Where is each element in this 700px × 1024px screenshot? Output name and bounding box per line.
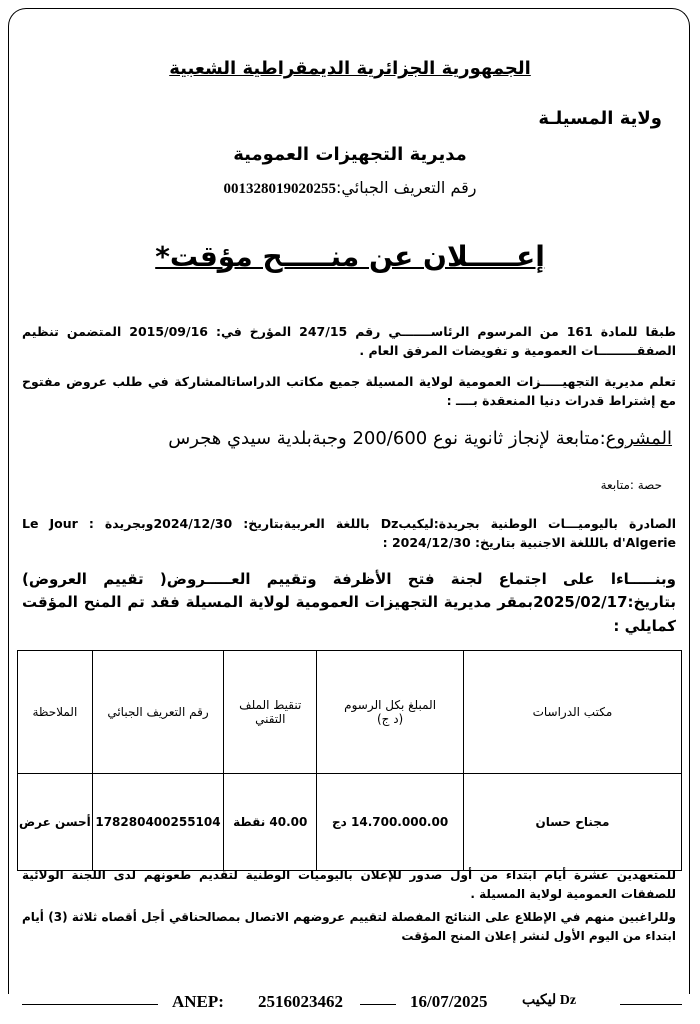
cell-office: مجناح حسان — [463, 774, 681, 871]
header-office: مكتب الدراسات — [463, 651, 681, 774]
footer-date: 16/07/2025 — [410, 992, 488, 1011]
footer-anep-label: ANEP: — [172, 992, 224, 1011]
cell-note: أحسن عرض — [18, 774, 93, 871]
results-table — [17, 650, 682, 871]
table-header-row — [18, 651, 682, 774]
info-paragraph: وللراغبين منهم في الإطلاع على النتائج المفصلة لتقييم عروضهم الاتصال بمصالحناقي أجل أقصاه ثلاثة (3) أيام ابتداء من اليوم الأول لنشر إعلان المنح المؤقت — [22, 910, 676, 943]
page-title: إعـــــلان عن منـــــح مؤقت* — [155, 240, 545, 273]
cell-nif: 178280400255104 — [92, 774, 223, 871]
table-row — [18, 774, 682, 871]
header-note: الملاحظة — [18, 651, 93, 774]
wilaya-name: ولاية المسيلـة — [538, 108, 662, 129]
footer-newspaper: Dz ليكيب — [522, 993, 577, 1008]
project-label: المشروع — [605, 428, 672, 449]
footer-rule-left — [22, 1004, 158, 1005]
directorate-name: مديرية التجهيزات العمومية — [233, 144, 467, 165]
fiscal-id-value: 001328019020255 — [223, 181, 337, 197]
header-amount: المبلغ بكل الرسوم (د ج) — [317, 651, 463, 774]
legal-basis-paragraph: طبقا للمادة 161 من المرسوم الرئاســـــــي رقم 247/15 المؤرخ في: 2015/09/16 المتضمن تنظيم الصفقـــــــــات العمومية و تفويضات المرفق العام . — [22, 324, 677, 359]
project-line — [22, 428, 672, 449]
footer — [0, 992, 700, 1016]
notice-paragraph: تعلم مديرية التجهيـــــزات العمومية لولاية المسيلة جميع مكاتب الدراساتالمشاركة في طلب عروض مفتوح مع إشتراط قدرات دنيا المنعقدة بــــ : — [22, 374, 676, 409]
cell-score: 40.00 نقطة — [224, 774, 317, 871]
cell-amount: 14.700.000.00 دج — [317, 774, 463, 871]
footer-anep-number: 2516023462 — [258, 992, 343, 1011]
lot-line: حصة :متابعة — [600, 478, 662, 492]
publication-paragraph: الصادرة باليوميـــات الوطنية بجريدة:ليكيبDz باللغة العربيةبتاريخ: 2024/12/30وبجريدة : Le Jour d'Algerie بالللغة الاجنبية بتاريخ: 2024/12/30 : — [22, 516, 677, 551]
project-text: :متابعة لإنجاز ثانوية نوع 200/600 وجبةبلدية سيدي هجرس — [168, 428, 606, 449]
header-nif: رقم التعريف الجبائي — [92, 651, 223, 774]
fiscal-id-line — [0, 178, 700, 198]
appeal-paragraph: للمتعهدين عشرة أيام ابتداء من أول صدور للإعلان باليوميات الوطنية لتقديم طعونهم لدى اللجنة الولائية للصفقات العمومية لولاية المسيلة . — [22, 868, 676, 901]
header-score: تنقيط الملف التقني — [224, 651, 317, 774]
footer-rule-right — [620, 1004, 682, 1005]
footer-rule-mid — [360, 1004, 396, 1005]
fiscal-id-label: رقم التعريف الجبائي: — [336, 178, 477, 197]
republic-heading: الجمهورية الجزائرية الديمقراطية الشعبية — [169, 58, 531, 79]
meeting-paragraph: وبنـــــاءا على اجتماع لجنة فتح الأظرفة وتقييم العـــــروض( تقييم العروض) بتاريخ:2025/02/17بمقر مديرية التجهيزات العمومية لولاية المسيلة فقد تم المنح المؤقت كمايلي : — [22, 570, 676, 635]
